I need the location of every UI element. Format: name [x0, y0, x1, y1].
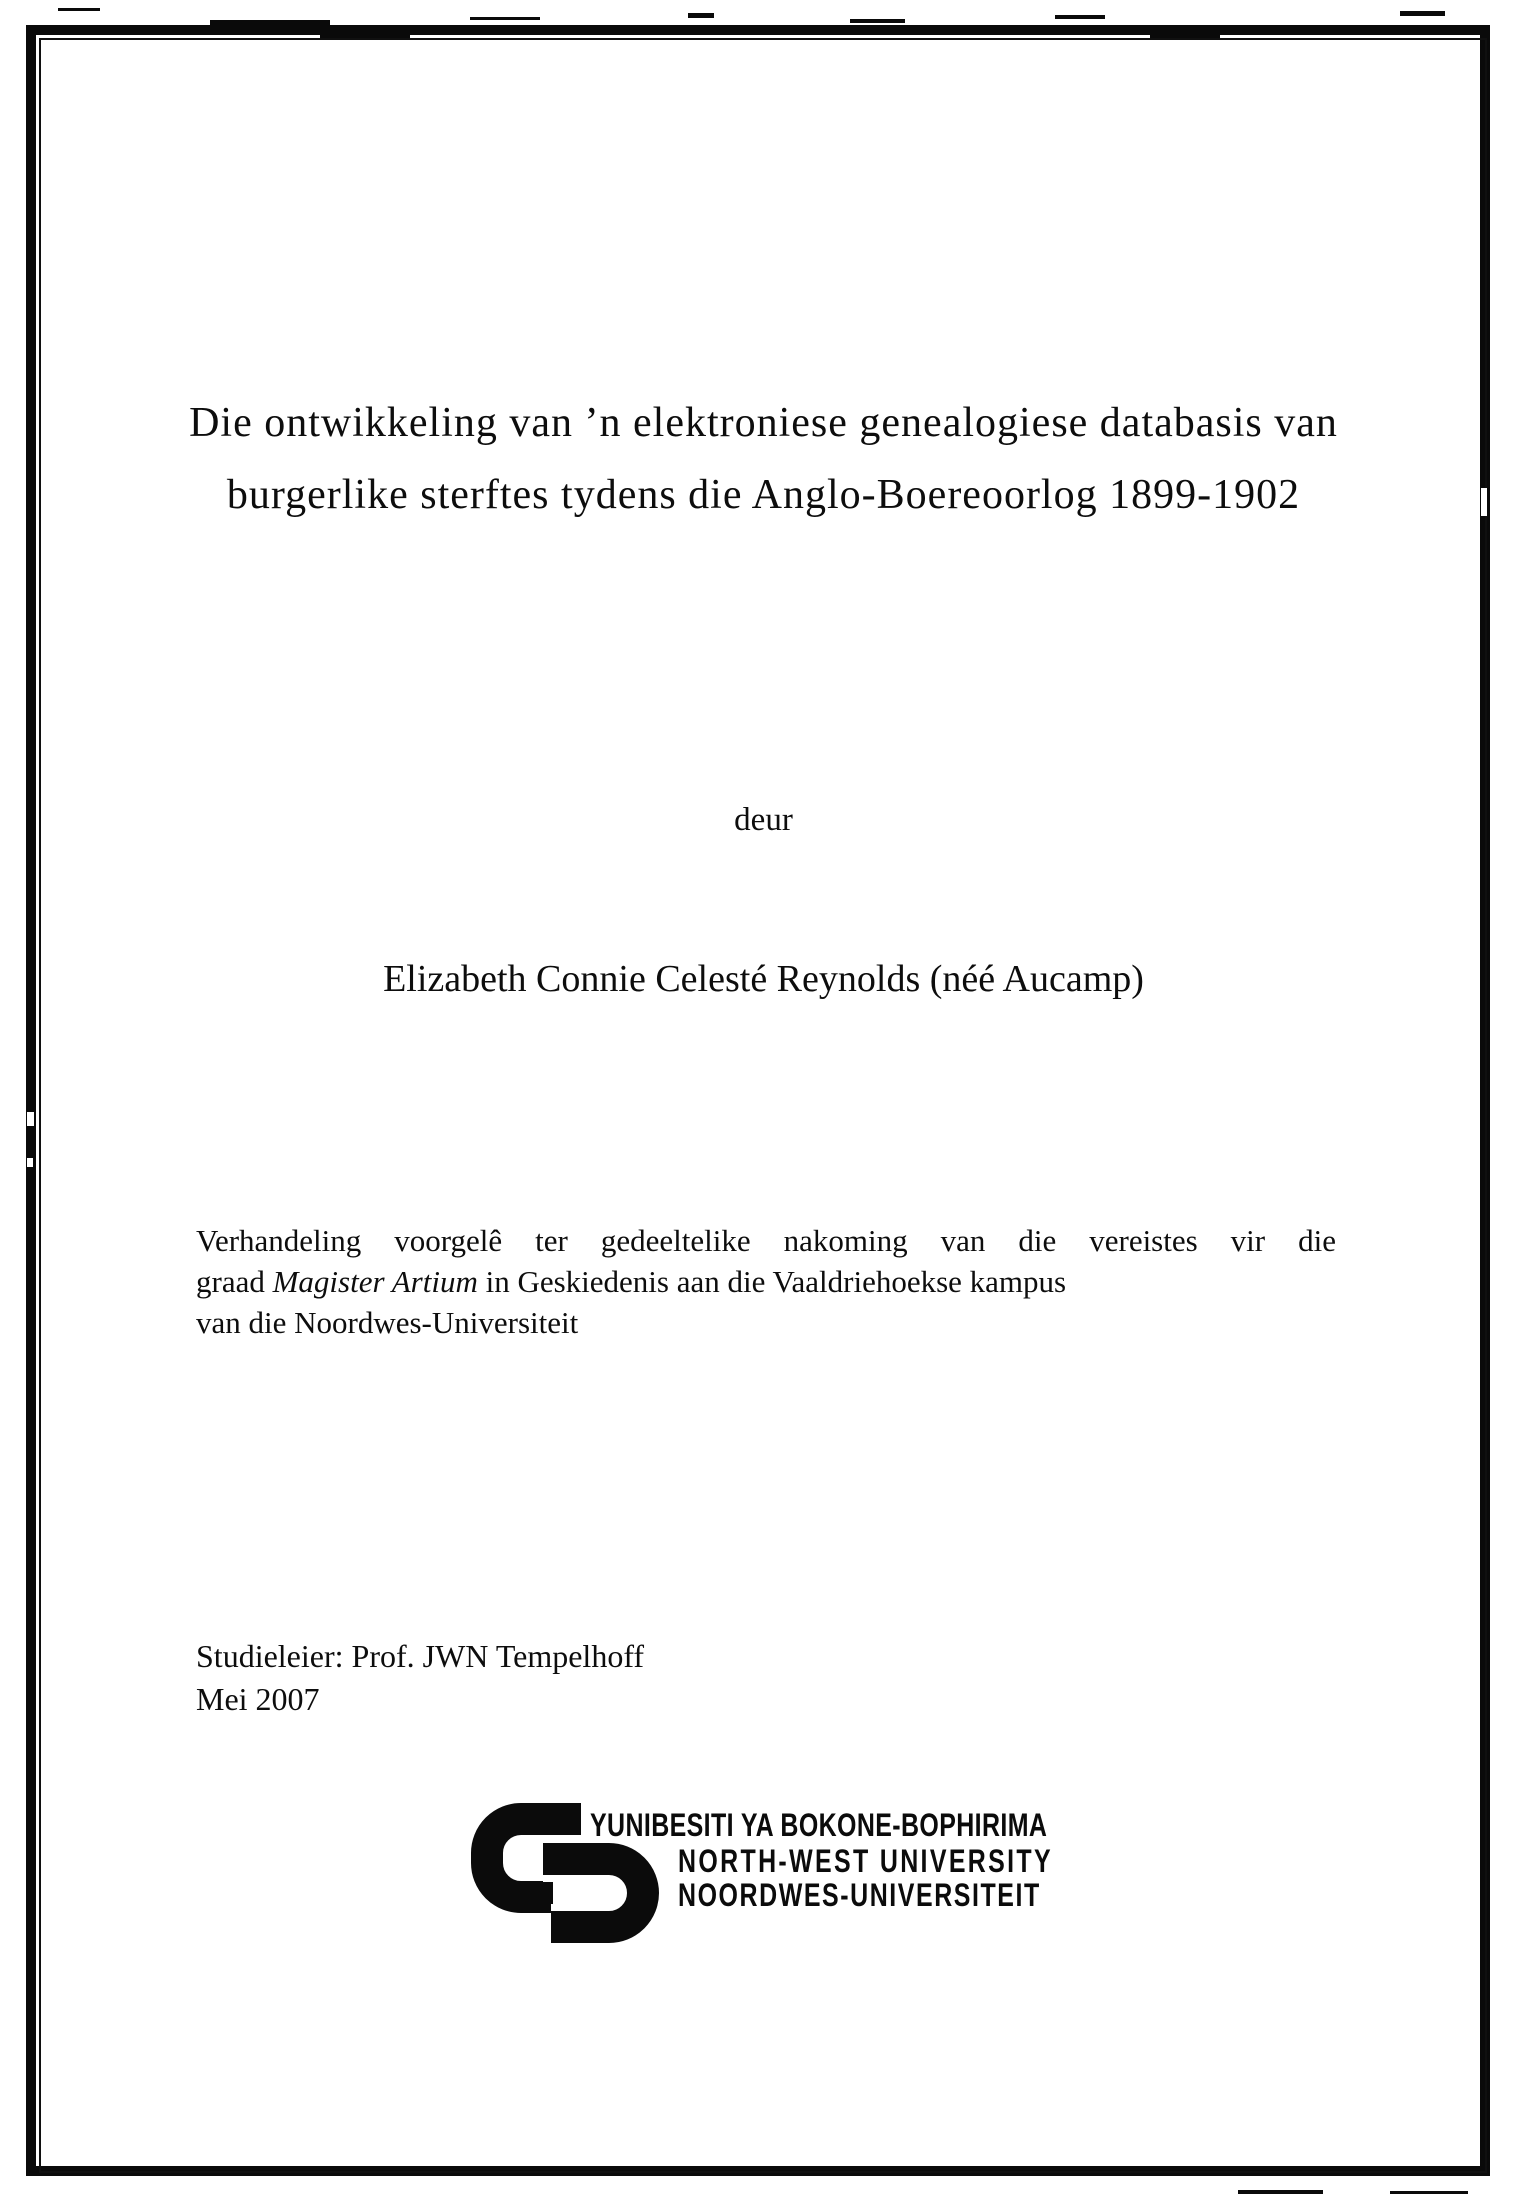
supervisor-line: Studieleier: Prof. JWN Tempelhoff [196, 1638, 645, 1674]
thesis-title-line-1: Die ontwikkeling van ’n elektroniese genealogiese databasis van [189, 400, 1338, 446]
degree-name-italic: Magister Artium [272, 1264, 478, 1299]
thesis-title [40, 387, 1487, 531]
scan-artifact [1390, 2191, 1468, 2194]
degree-statement-line-2-pre: graad [196, 1264, 273, 1299]
scan-artifact [1150, 35, 1220, 38]
scan-artifact [1055, 15, 1105, 19]
supervisor-date-block [196, 1635, 644, 1721]
scan-artifact [1238, 2190, 1323, 2194]
scan-artifact [58, 8, 100, 11]
scan-artifact [320, 35, 410, 38]
byline-label: deur [734, 802, 793, 838]
scan-artifact [210, 20, 330, 25]
thesis-title-line-2: burgerlike sterftes tydens die Anglo-Boereoorlog 1899-1902 [226, 472, 1301, 518]
scan-artifact [1400, 11, 1445, 16]
date-line: Mei 2007 [196, 1681, 320, 1717]
scan-artifact [688, 13, 714, 18]
scan-artifact [850, 19, 905, 23]
scan-artifact [27, 1158, 33, 1167]
degree-statement-line-2-post: in Geskiedenis aan die Vaaldriehoekse kampus [477, 1264, 1067, 1299]
degree-statement-line-3: van die Noordwes-Universiteit [196, 1305, 579, 1340]
logo-text-line-2: NORTH-WEST UNIVERSITY [678, 1843, 1054, 1879]
degree-statement-line-1: Verhandeling voorgelê ter gedeeltelike nakoming van die vereistes vir die [196, 1223, 1336, 1258]
logo-text-line-1: YUNIBESITI YA BOKONE-BOPHIRIMA [590, 1807, 1048, 1843]
scan-artifact [470, 17, 540, 20]
university-logo [465, 1797, 1105, 1957]
author-name: Elizabeth Connie Celesté Reynolds (néé Aucamp) [383, 958, 1144, 1000]
logo-text-line-3: NOORDWES-UNIVERSITEIT [678, 1877, 1041, 1913]
degree-statement-line-2 [196, 1261, 1336, 1302]
degree-statement [196, 1220, 1336, 1343]
scan-artifact [27, 1112, 34, 1126]
